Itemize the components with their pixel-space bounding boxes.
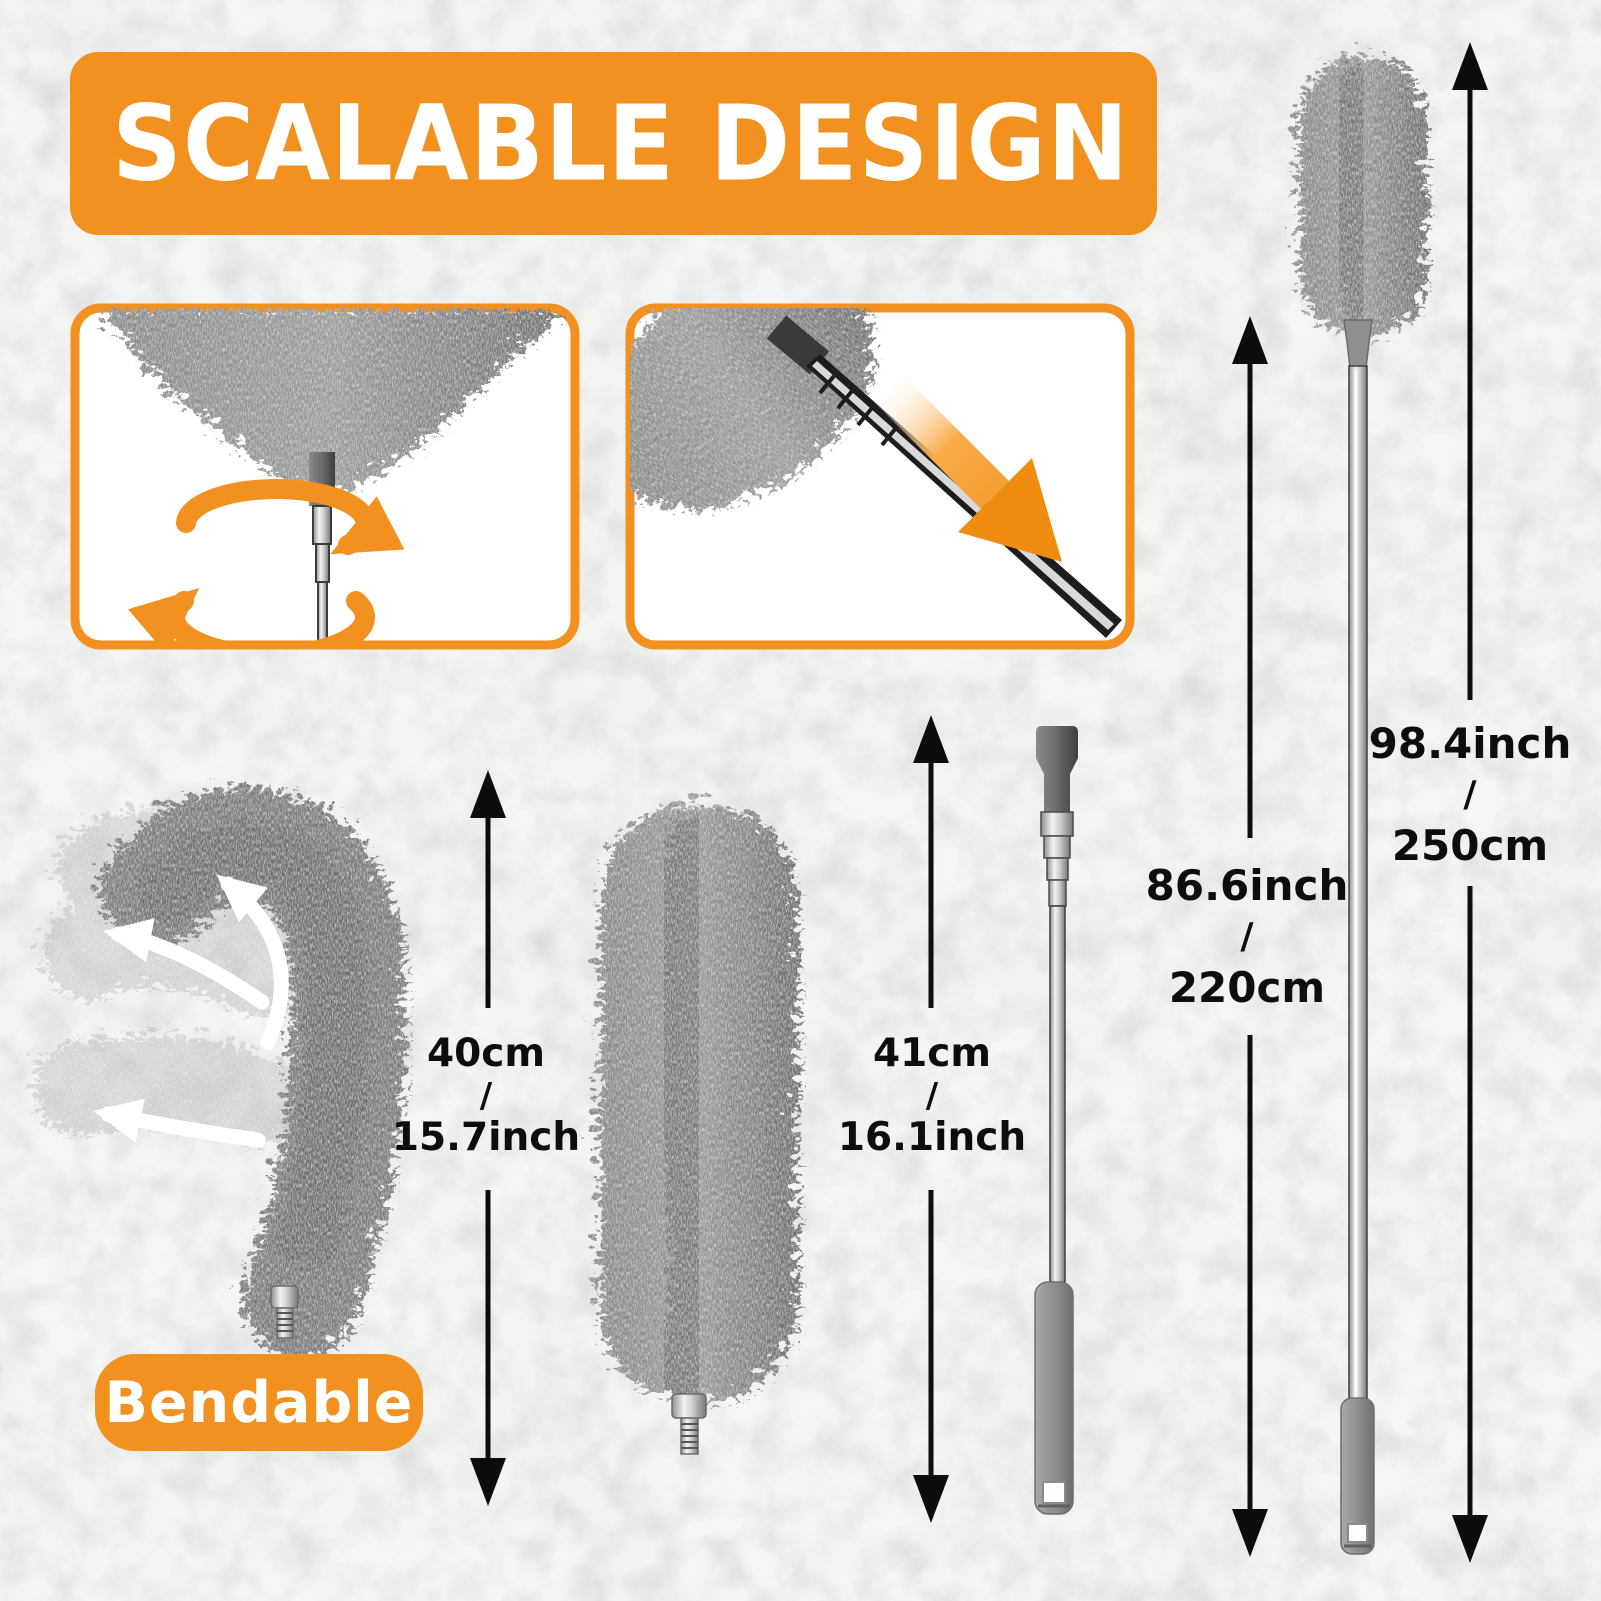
measurement-value-cm: 41cm: [872, 1031, 992, 1076]
measurement-value-inch: 98.4inch: [1368, 719, 1572, 768]
measurement-pole-extended: [1146, 860, 1349, 1014]
measurement-separator: /: [1463, 774, 1477, 815]
measurement-straight-head: [838, 1032, 1026, 1160]
foam-handle: [1341, 1398, 1374, 1554]
measurement-value-cm: 220cm: [1168, 963, 1326, 1012]
bendable-badge: [95, 1354, 423, 1451]
page-title: SCALABLE DESIGN: [112, 82, 1130, 205]
foam-handle: [1035, 1282, 1073, 1514]
measurement-separator: /: [1240, 916, 1254, 957]
bendable-badge-label: Bendable: [104, 1369, 414, 1436]
measurement-value-cm: 40cm: [426, 1031, 546, 1076]
measurement-value-inch: 15.7inch: [391, 1115, 581, 1160]
measurement-value-inch: 16.1inch: [837, 1115, 1027, 1160]
straight-duster-head: [592, 795, 790, 1454]
rotation-detail-panel: [75, 300, 575, 655]
measurement-separator: /: [479, 1076, 493, 1116]
measurement-value-cm: 250cm: [1391, 821, 1549, 870]
measurement-bendable-head: [392, 1032, 580, 1160]
title-banner: [70, 52, 1157, 235]
measurement-separator: /: [925, 1076, 939, 1116]
measurement-value-inch: 86.6inch: [1145, 861, 1349, 910]
measurement-full-extended: [1369, 718, 1572, 872]
